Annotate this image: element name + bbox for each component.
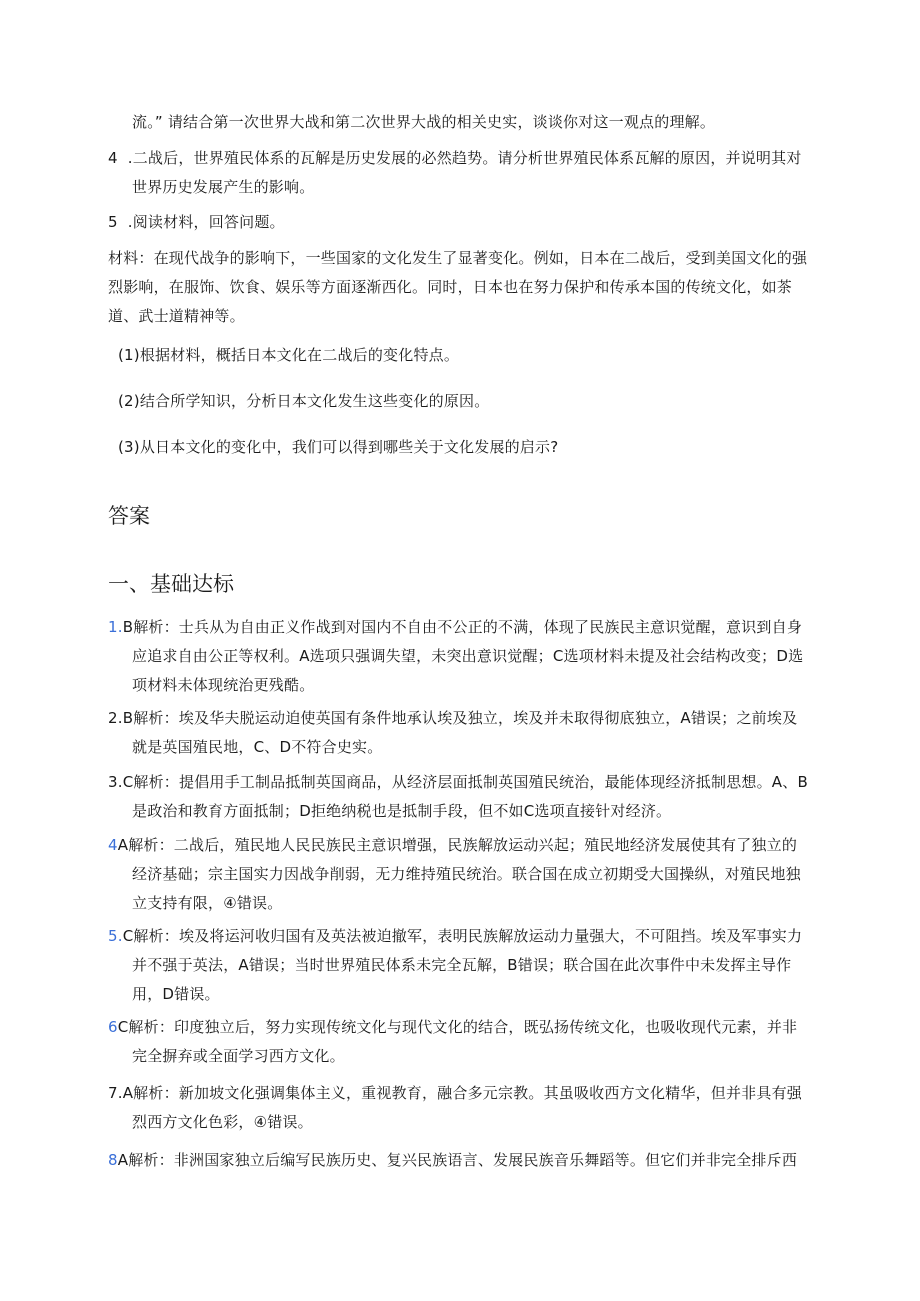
- answer-item-5: [108, 922, 812, 1009]
- answers-heading: 答案: [108, 504, 150, 528]
- sub-question-1: (1)根据材料，概括日本文化在二战后的变化特点。: [118, 346, 460, 364]
- answer-item-4: [108, 831, 812, 918]
- answer-number: 1.: [108, 618, 123, 636]
- question-5-material: 材料：在现代战争的影响下，一些国家的文化发生了显著变化。例如，日本在二战后，受到美国文化的强烈影响，在服饰、饮食、娱乐等方面逐渐西化。同时，日本也在努力保护和传承本国的传统文化，如茶道、武士道精神等。: [108, 249, 808, 325]
- question-5-number: 5: [108, 213, 118, 231]
- answer-number: 3.: [108, 773, 123, 791]
- sub-question-2: (2)结合所学知识，分析日本文化发生这些变化的原因。: [118, 392, 490, 410]
- question-4: [108, 144, 812, 202]
- question-3-continuation: 流。” 请结合第一次世界大战和第二次世界大战的相关史实，谈谈你对这一观点的理解。: [132, 113, 716, 131]
- answer-number: 8: [108, 1151, 118, 1169]
- question-4-text: .二战后，世界殖民体系的瓦解是历史发展的必然趋势。请分析世界殖民体系瓦解的原因，并说明其对世界历史发展产生的影响。: [127, 149, 802, 196]
- answer-item-6: [108, 1013, 812, 1071]
- answer-number: 7.: [108, 1084, 123, 1102]
- answer-text: C解析：埃及将运河收归国有及英法被迫撤军，表明民族解放运动力量强大，不可阻挡。埃及军事实力并不强于英法，A错误；当时世界殖民体系未完全瓦解，B错误；联合国在此次事件中未发挥主导作用，D错误。: [122, 927, 803, 1003]
- section-title: 一、基础达标: [108, 572, 234, 596]
- answer-number: 6: [108, 1018, 118, 1036]
- answer-text: C解析：提倡用手工制品抵制英国商品，从经济层面抵制英国殖民统治，最能体现经济抵制思想。A、B是政治和教育方面抵制；D拒绝纳税也是抵制手段，但不如C选项直接针对经济。: [122, 773, 808, 820]
- answer-item-7: [108, 1079, 812, 1137]
- question-4-number: 4: [108, 149, 118, 167]
- sub-question-3: (3)从日本文化的变化中，我们可以得到哪些关于文化发展的启示?: [118, 438, 559, 456]
- answer-text: A解析：非洲国家独立后编写民族历史、复兴民族语言、发展民族音乐舞蹈等。但它们并非完全排斥西: [117, 1151, 798, 1169]
- answer-text: B解析：埃及华夫脱运动迫使英国有条件地承认埃及独立，埃及并未取得彻底独立，A错误；之前埃及就是英国殖民地，C、D不符合史实。: [122, 709, 798, 756]
- answer-number: 4: [108, 836, 118, 854]
- answer-text: A解析：新加坡文化强调集体主义，重视教育，融合多元宗教。其虽吸收西方文化精华，但并非具有强烈西方文化色彩，④错误。: [122, 1084, 802, 1131]
- question-5: [108, 208, 812, 237]
- answer-text: A解析：二战后，殖民地人民民族民主意识增强，民族解放运动兴起；殖民地经济发展使其有了独立的经济基础；宗主国实力因战争削弱，无力维持殖民统治。联合国在成立初期受大国操纵，对殖民地独立支持有限，④错误。: [117, 836, 801, 912]
- answer-item-8: [108, 1146, 812, 1175]
- answer-number: 2.: [108, 709, 123, 727]
- answer-text: B解析：士兵从为自由正义作战到对国内不自由不公正的不满，体现了民族民主意识觉醒，意识到自身应追求自由公正等权利。A选项只强调失望，未突出意识觉醒；C选项材料未提及社会结构改变；D选项材料未体现统治更残酷。: [122, 618, 804, 694]
- answer-item-1: [108, 613, 812, 700]
- answer-number: 5.: [108, 927, 123, 945]
- question-5-text: .阅读材料，回答问题。: [127, 213, 285, 231]
- answer-item-3: [108, 768, 812, 826]
- answer-item-2: [108, 704, 812, 762]
- answer-text: C解析：印度独立后，努力实现传统文化与现代文化的结合，既弘扬传统文化，也吸收现代元素，并非完全摒弃或全面学习西方文化。: [117, 1018, 798, 1065]
